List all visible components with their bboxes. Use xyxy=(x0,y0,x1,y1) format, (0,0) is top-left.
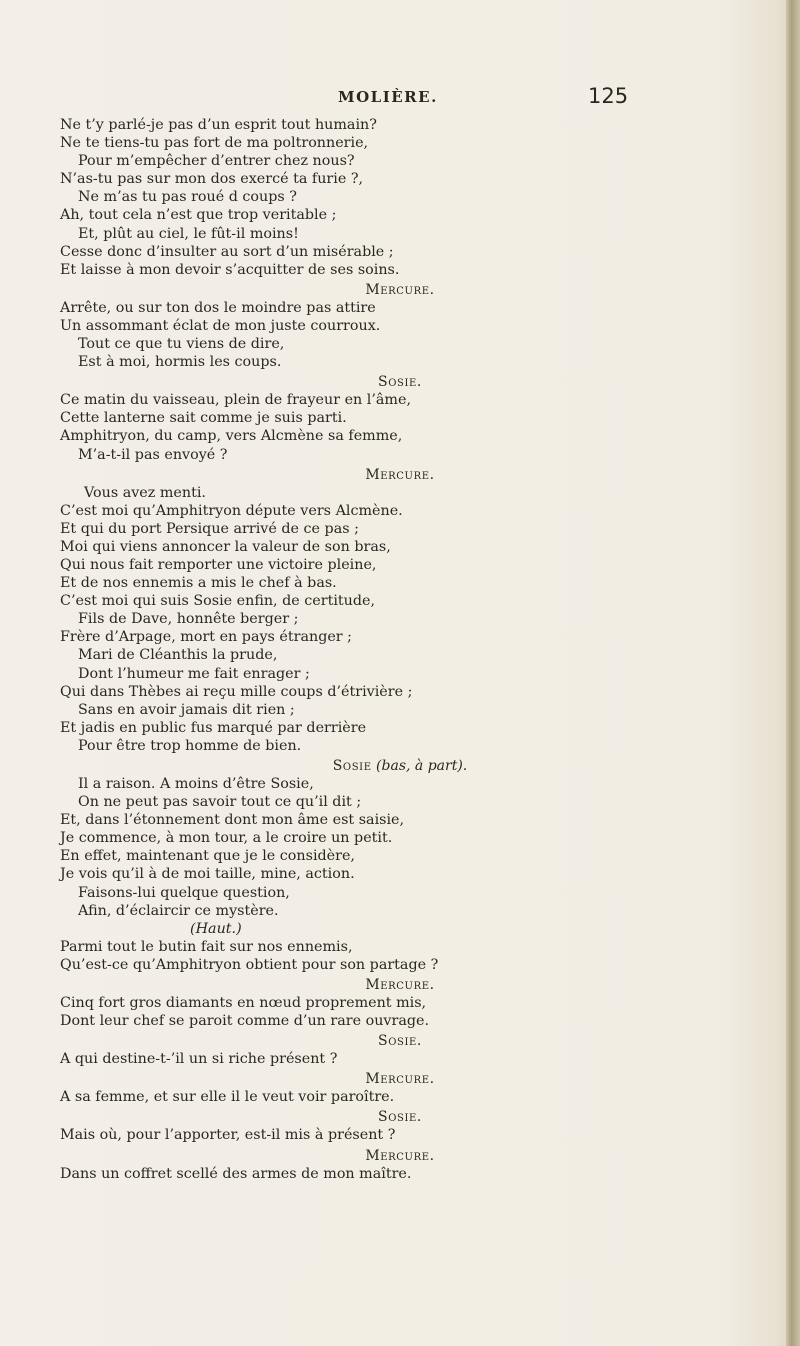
verse-line: Parmi tout le butin fait sur nos ennemis, xyxy=(60,938,353,955)
verse-line: Cesse donc d’insulter au sort d’un misérable ; xyxy=(60,243,394,260)
verse-line: Et qui du port Persique arrivé de ce pas ; xyxy=(60,520,359,537)
verse-line: Cette lanterne sait comme je suis parti. xyxy=(60,410,347,427)
verse-line: Frère d’Arpage, mort en pays étranger ; xyxy=(60,629,353,646)
verse-line: Dont leur chef se paroit comme d’un rare ouvrage. xyxy=(60,1013,430,1030)
speaker-name xyxy=(0,974,800,994)
speaker-name xyxy=(0,1106,800,1126)
verse-line: Et laisse à mon devoir s’acquitter de ses soins. xyxy=(60,261,400,278)
verse-line: Fils de Dave, honnête berger ; xyxy=(78,611,299,628)
verse-line: Et, plût au ciel, le fût-il moins! xyxy=(78,225,299,242)
verse-line: Qui dans Thèbes ai reçu mille coups d’étrivière ; xyxy=(60,683,413,700)
verse-line: Et de nos ennemis a mis le chef à bas. xyxy=(60,575,337,592)
verse-line: Arrête, ou sur ton dos le moindre pas attire xyxy=(60,299,376,316)
verse-line: A qui destine-t-’il un si riche présent ? xyxy=(60,1051,338,1068)
speaker-name xyxy=(0,464,800,484)
verse-line: Afin, d’éclaircir ce mystère. xyxy=(78,902,279,919)
verse-line: Et, dans l’étonnement dont mon âme est saisie, xyxy=(60,812,405,829)
speaker-name xyxy=(0,755,800,775)
speaker-label: Mercure. xyxy=(365,281,435,298)
verse-line: Ne m’as tu pas roué d coups ? xyxy=(78,189,297,206)
verse-line: Tout ce que tu viens de dire, xyxy=(78,336,285,353)
page-header xyxy=(0,84,800,112)
verse-line: Pour m’empêcher d’entrer chez nous? xyxy=(78,153,355,170)
speaker-name xyxy=(0,1030,800,1050)
verse-line: C’est moi qui suis Sosie enfin, de certitude, xyxy=(60,593,376,610)
speaker-name xyxy=(0,371,800,391)
verse-line: Un assommant éclat de mon juste courroux. xyxy=(60,317,381,334)
verse-line: Mais où, pour l’apporter, est-il mis à présent ? xyxy=(60,1127,396,1144)
verse-line: Il a raison. A moins d’être Sosie, xyxy=(78,776,314,792)
speaker-label: Sosie. xyxy=(378,1109,422,1126)
verse-line: En effet, maintenant que je le considère, xyxy=(60,848,355,865)
verse-line: Ne te tiens-tu pas fort de ma poltronnerie, xyxy=(60,135,369,152)
verse-line: C’est moi qu’Amphitryon députe vers Alcmène. xyxy=(60,502,403,519)
verse-line: Pour être trop homme de bien. xyxy=(78,737,302,754)
speaker-name xyxy=(0,279,800,299)
verse-line: Ce matin du vaisseau, plein de frayeur en l’âme, xyxy=(60,392,411,409)
speaker-name xyxy=(0,1145,800,1165)
page-number: 125 xyxy=(588,84,629,108)
speaker-label: Mercure. xyxy=(365,977,435,994)
verse-line: Ne t’y parlé-je pas d’un esprit tout humain? xyxy=(60,117,377,133)
verse-line: Je commence, à mon tour, a le croire un petit. xyxy=(60,830,393,847)
verse-line: Dans un coffret scellé des armes de mon maître. xyxy=(60,1165,412,1182)
speaker-label: Mercure. xyxy=(365,1071,435,1088)
play-text xyxy=(0,116,800,1183)
speaker-label: Mercure. xyxy=(365,466,435,483)
speaker-label: Sosie. xyxy=(378,1033,422,1050)
verse-line: Faisons-lui quelque question, xyxy=(78,884,290,901)
verse-line: M’a-t-il pas envoyé ? xyxy=(78,446,228,463)
speaker-label: Sosie. xyxy=(378,374,422,391)
verse-line: Vous avez menti. xyxy=(84,484,206,501)
verse-line: Moi qui viens annoncer la valeur de son bras, xyxy=(60,538,391,555)
verse-line: Je vois qu’il à de moi taille, mine, action. xyxy=(60,866,355,883)
running-title: MOLIÈRE. xyxy=(338,88,438,106)
speaker-label: Mercure. xyxy=(365,1147,435,1164)
speaker-label: Sosie xyxy=(332,758,372,774)
verse-line: A sa femme, et sur elle il le veut voir paroître. xyxy=(60,1089,395,1106)
verse-line: Qu’est-ce qu’Amphitryon obtient pour son partage ? xyxy=(60,956,439,973)
verse-line: Ah, tout cela n’est que trop veritable ; xyxy=(60,207,337,224)
verse-line: Amphitryon, du camp, vers Alcmène sa femme, xyxy=(60,428,403,445)
verse-line: Mari de Cléanthis la prude, xyxy=(78,647,278,664)
verse-line: On ne peut pas savoir tout ce qu’il dit ; xyxy=(78,794,362,811)
verse-line: Cinq fort gros diamants en nœud proprement mis, xyxy=(60,995,427,1012)
verse-line: Est à moi, hormis les coups. xyxy=(78,354,282,371)
verse-line: Dont l’humeur me fait enrager ; xyxy=(78,665,310,682)
verse-line: N’as-tu pas sur mon dos exercé ta furie ?, xyxy=(60,171,364,188)
verse-line: Sans en avoir jamais dit rien ; xyxy=(78,701,295,718)
stage-direction: (Haut.) xyxy=(190,920,242,937)
verse-line: Qui nous fait remporter une victoire pleine, xyxy=(60,556,377,573)
stage-direction: (bas, à part). xyxy=(371,758,468,774)
speaker-name xyxy=(0,1068,800,1088)
verse-line: Et jadis en public fus marqué par derrière xyxy=(60,719,367,736)
